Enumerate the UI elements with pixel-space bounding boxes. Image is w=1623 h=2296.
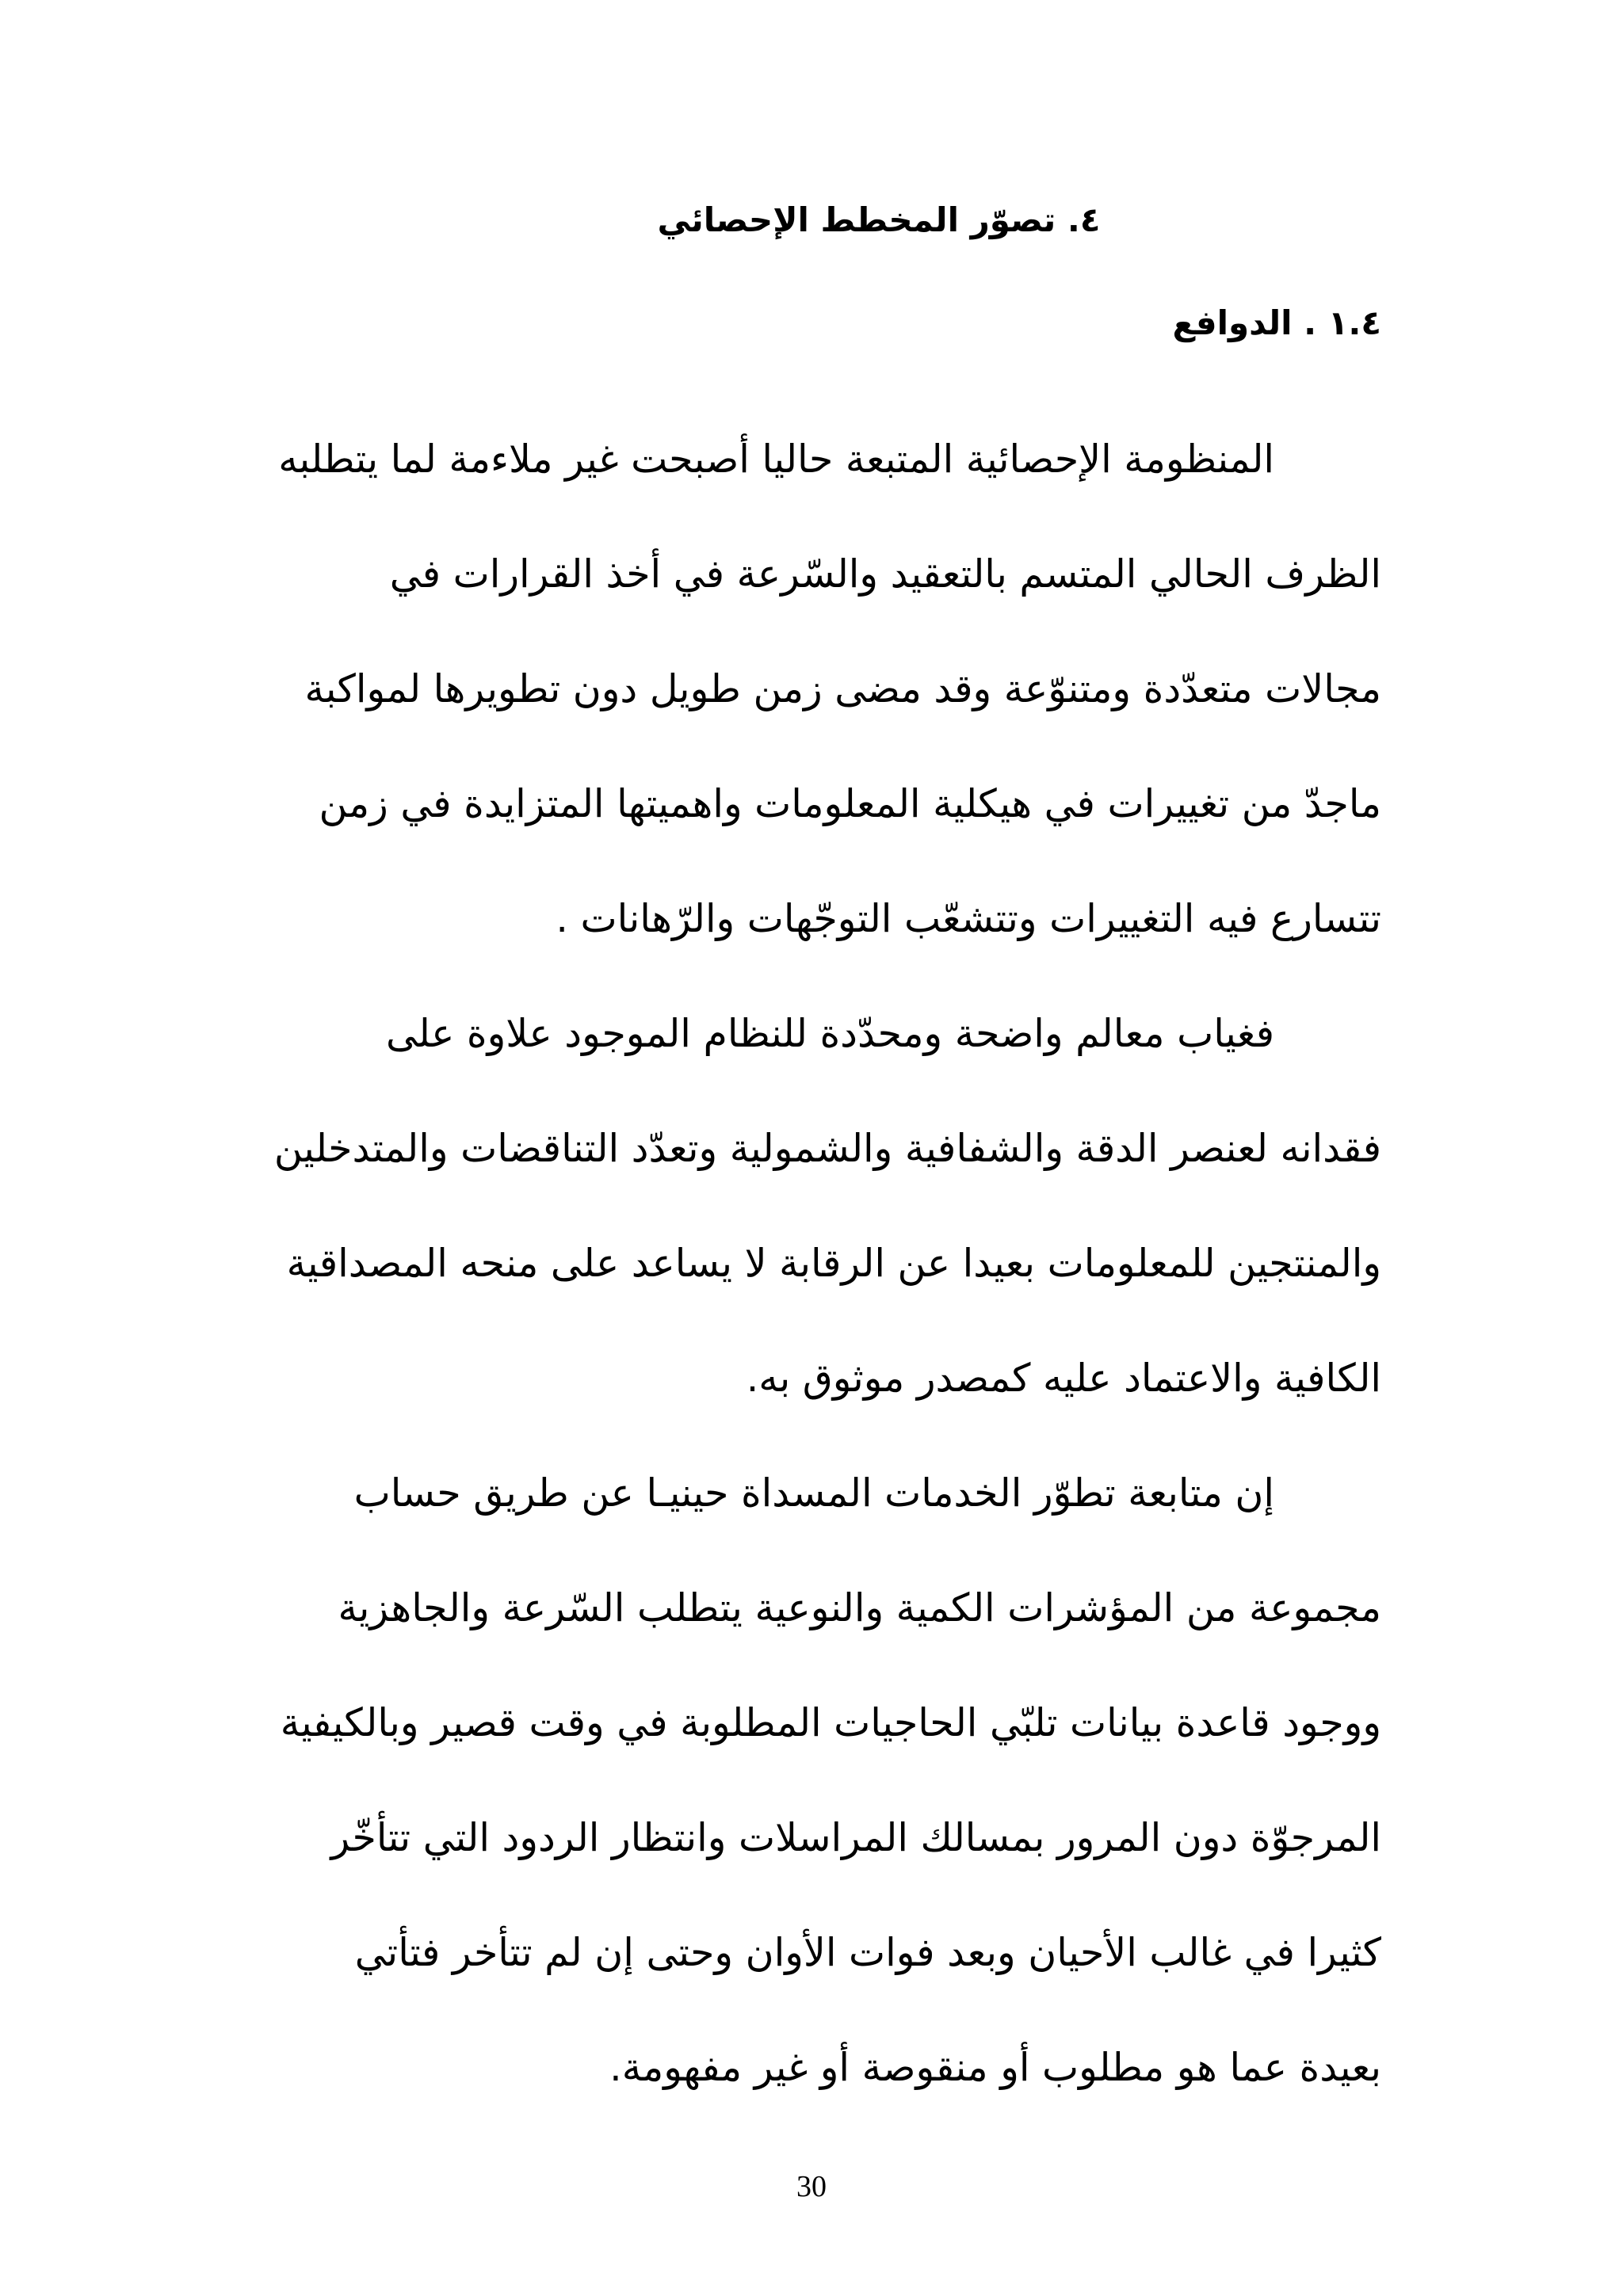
paragraph-1-line-2: الظرف الحالي المتسم بالتعقيد والسّرعة في أخذ القرارات في [389, 551, 1381, 597]
paragraph-3-line-1: إن متابعة تطوّر الخدمات المسداة حينيـا عن طريق حساب [353, 1470, 1274, 1516]
paragraph-2-line-1: فغياب معالم واضحة ومحدّدة للنظام الموجود علاوة على [386, 1011, 1274, 1056]
paragraph-3-line-6: بعيدة عما هو مطلوب أو منقوصة أو غير مفهومة. [609, 2045, 1381, 2090]
section-title [0, 196, 1623, 244]
section-title-text: ٤. تصوّر المخطط الإحصائي [657, 200, 1101, 239]
paragraph-3-line-4: المرجوّة دون المرور بمسالك المراسلات وانتظار الردود التي تتأخّر [330, 1815, 1381, 1860]
subsection-title: ١.٤ . الدوافع [1172, 303, 1381, 342]
paragraph-1-line-4: ماجدّ من تغييرات في هيكلية المعلومات واهميتها المتزايدة في زمن [319, 781, 1381, 826]
paragraph-2-line-4: الكافية والاعتماد عليه كمصدر موثوق به. [746, 1356, 1381, 1401]
page-number: 30 [796, 2170, 827, 2203]
paragraph-3-line-2: مجموعة من المؤشرات الكمية والنوعية يتطلب السّرعة والجاهزية [338, 1585, 1381, 1630]
paragraph-2-line-3: والمنتجين للمعلومات بعيدا عن الرقابة لا يساعد على منحه المصداقية [286, 1241, 1381, 1286]
paragraph-1-line-1: المنظومة الإحصائية المتبعة حاليا أصبحت غير ملاءمة لما يتطلبه [278, 437, 1274, 482]
paragraph-1-line-5: تتسارع فيه التغييرات وتتشعّب التوجّهات والرّهانات . [556, 896, 1381, 941]
paragraph-3-line-5: كثيرا في غالب الأحيان وبعد فوات الأوان وحتى إن لم تتأخر فتأتي [354, 1930, 1381, 1975]
paragraph-2-line-2: فقدانه لعنصر الدقة والشفافية والشمولية وتعدّد التناقضات والمتدخلين [273, 1126, 1381, 1171]
paragraph-3-line-3: ووجود قاعدة بيانات تلبّي الحاجيات المطلوبة في وقت قصير وبالكيفية [280, 1700, 1381, 1745]
paragraph-1-line-3: مجالات متعدّدة ومتنوّعة وقد مضى زمن طويل دون تطويرها لمواكبة [304, 666, 1381, 711]
